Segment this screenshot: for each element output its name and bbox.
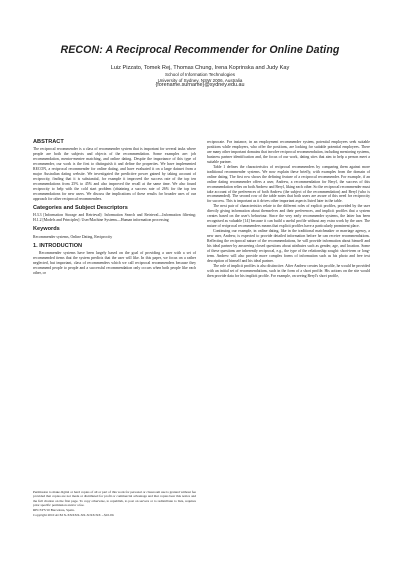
categories-heading: Categories and Subject Descriptors	[33, 204, 128, 211]
right-paragraph-5: The role of implicit profiles is also distinctive. After Andrew creates his profile, he would be provided with an initial set of recommendations, such in the form of a short profile. His actions on the site would then provide data for his implicit profile. For example, on seeing Beryl's short profile,	[207, 263, 370, 278]
right-paragraph-3: The next pair of characteristics relate to the different roles of explicit profiles, provided by the user directly giving information about themselves and their preferences, and implicit profiles that a system creates based on the user's behaviour. Since the very early recommender systems, the latter has been recognised as valuable [14] because it can build a useful profile without any extra work by the user. The nature of reciprocal recommenders means that explicit profiles have a particularly prominent place.	[207, 204, 370, 229]
categories-section	[33, 206, 196, 223]
right-paragraph-2: Table 1 defines the characteristics of reciprocal recommenders by comparing them against more traditional recommender systems. We now explain these briefly, with examples from the domain of online dating. The first row shows the defining feature of a reciprocal recommender. For example, if an online dating recommender offers a user, Andrew, a recommendation for Beryl, the success of this recommendation relies on both Andrew and Beryl, liking each other. So the reciprocal recommender must take account of the preferences of both Andrew (the subject of the recommendation) and Beryl (who is recommended). The second row of the table notes that both users are aware of this need for reciprocity for success. This is important as it drives other important aspects listed later in the table.	[207, 164, 370, 204]
keywords-heading: Keywords	[33, 226, 60, 233]
author-block	[40, 65, 360, 89]
categories-text: H.3.3 [Information Storage and Retrieval]: Information Search and Retrieval—Information filtering; H.1.2 [Models and Principles]: User/Machine Systems—Human information processing	[33, 213, 196, 223]
keywords-text: Recommender systems, Online Dating, Reciprocity	[33, 234, 113, 239]
right-paragraph-4: Continuing our example, in online dating, like in the traditional matchmaker or marriage agency, a new user, Andrew, is expected to provide detailed information before he can receive recommendations. Reflecting the reciprocal nature of the recommendations, he will provide information about himself and his ideal partner by answering closed questions about attributes such as gender, age, and location. Some of these questions are inherently reciprocal, e.g., the type of the relationship sought: short-term or long-term. Andrew will also provide more complex forms of information such as his photo and free text description of himself and his ideal partner.	[207, 229, 370, 263]
intro-text: Recommender systems have been largely based on the goal of providing a user with a set of recommended items that the system predicts that the user will like. In this paper, we focus on a rather neglected, but important, class of recommenders which we call reciprocal recommenders because they recommend people to people and a successful recommendation only occurs when both people like each other, or	[33, 251, 196, 275]
left-column	[33, 140, 196, 276]
right-column	[207, 140, 370, 279]
affiliation-line-2: University of Sydney, NSW 2006, Australia	[157, 77, 243, 83]
footnote-copyright: Copyright 2010 ACM X-XXXXX-XX-X/XX/XX ...$10.00.	[33, 513, 115, 518]
copyright-footnote	[33, 490, 196, 519]
intro-heading: 1. INTRODUCTION	[33, 242, 83, 249]
abstract-heading: ABSTRACT	[33, 139, 64, 145]
author-email: {forename.surname}@sydney.edu.au	[155, 82, 245, 88]
right-paragraph-1: reciprocate. For instance, in an employment recommender system, potential employees seek suitable positions while employers, who offer the positions, are looking for suitable potential employees. There are many other important domains that involve reciprocal recommendation, including mentoring systems, business partner identification and, the focus of our work, dating sites that aim to help a person meet a suitable partner.	[207, 140, 370, 164]
paper-title: RECON: A Reciprocal Recommender for Online Dating	[60, 44, 340, 56]
footnote-permission: Permission to make digital or hard copies of all or part of this work for personal or classroom use is granted without fee provided that copies are not made or distributed for profit or commercial advantage and that copies bear this notice and the full citation on the first page. To copy otherwise, to republish, to post on servers or to redistribute to lists, requires prior specific permission and/or a fee.	[33, 490, 196, 507]
abstract-text: The reciprocal recommender is a class of recommender system that is important for several tasks where people are both the subjects and objects of the recommendation. Some examples are: job recommendation, mentor-mentee matching, and online dating. Despite the importance of this type of recommender, our work is the first to distinguish it and define the properties. We have implemented RECON, a reciprocal recommender for online dating, and have evaluated it on a large dataset from a major Australian dating website. We investigated the predictive power gained by taking account of reciprocity, finding that it is substantial, for example it improved the success rate of the top ten recommendations from 25% to 45% and also improved the recall at the same time. We also found reciprocity to help with the cold start problem (obtaining a success rate of 26% for the top ten recommendations for new users. We discuss the implications of these results for broader uses of our approach for other reciprocal recommenders.	[33, 147, 196, 201]
keywords-section	[33, 227, 196, 239]
intro-section	[33, 244, 196, 276]
affiliation-line-1: School of Information Technologies	[165, 72, 235, 77]
author-names: Luiz Pizzato, Tomek Rej, Thomas Chung, Irena Koprinska and Judy Kay	[110, 65, 290, 71]
footnote-venue: RECSYS'10 Barcelona, Spain.	[33, 508, 75, 513]
